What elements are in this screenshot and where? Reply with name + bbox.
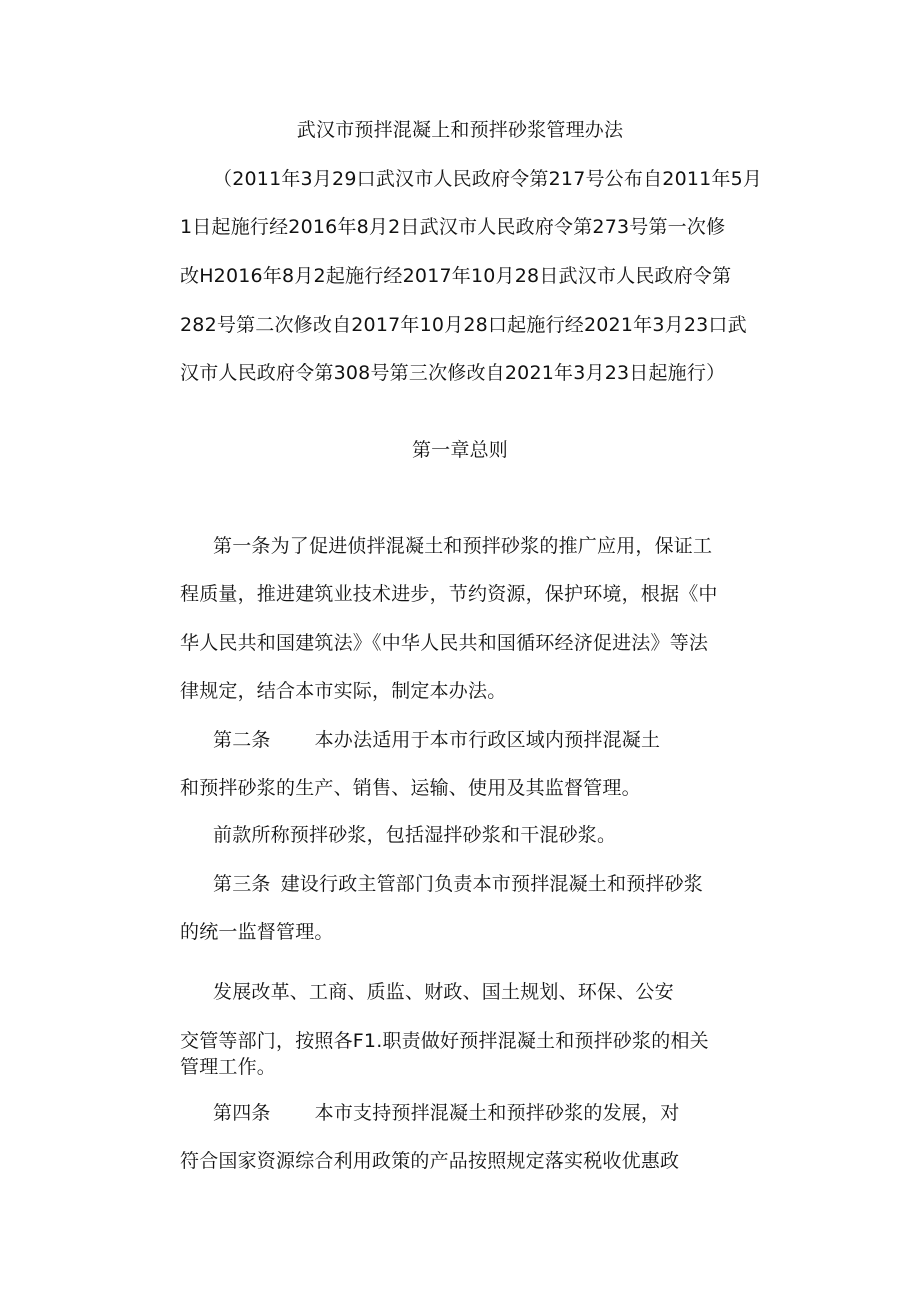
article-2-line: 前款所称预拌砂浆，包括湿拌砂浆和干混砂浆。 bbox=[213, 824, 617, 846]
document-title: 武汉市预拌混凝上和预拌砂浆管理办法 bbox=[296, 119, 624, 141]
preamble-line: 1日起施行经2016年8月2日武汉市人民政府令第273号第一次修 bbox=[180, 216, 726, 238]
article-2-label: 第二条 bbox=[213, 729, 271, 751]
article-2-line bbox=[213, 728, 660, 752]
article-4-line bbox=[213, 1101, 679, 1125]
article-1-line: 律规定，结合本市实际，制定本办法。 bbox=[180, 680, 507, 702]
article-3-line: 交管等部门，按照各F1.职责做好预拌混凝土和预拌砂浆的相关 bbox=[180, 1030, 709, 1052]
preamble-line: （2011年3月29口武汉市人民政府令第217号公布自2011年5月 bbox=[213, 168, 763, 190]
article-2-text: 本办法适用于本市行政区域内预拌混凝土 bbox=[314, 729, 661, 751]
article-4-line: 符合国家资源综合利用政策的产品按照规定落实税收优惠政 bbox=[180, 1150, 680, 1172]
article-1-line: 华人民共和国建筑法》《中华人民共和国循环经济促进法》等法 bbox=[180, 632, 709, 654]
article-2-line: 和预拌砂浆的生产、销售、运输、使用及其监督管理。 bbox=[180, 777, 641, 799]
article-3-text: 建设行政主管部门负责本市预拌混凝土和预拌砂浆 bbox=[280, 873, 704, 895]
article-3-line: 的统一监督管理。 bbox=[180, 921, 334, 943]
article-4-label: 第四条 bbox=[213, 1102, 271, 1124]
article-3-line: 发展改革、工商、质监、财政、国土规划、环保、公安 bbox=[213, 981, 674, 1003]
article-1-line: 第一条为了促进侦拌混凝土和预拌砂浆的推广应用，保证工 bbox=[213, 535, 713, 557]
article-3-line: 管理工作。 bbox=[180, 1056, 277, 1078]
article-1-line: 程质量，推进建筑业技术进步，节约资源，保护环境，根据《中 bbox=[180, 583, 718, 605]
article-3-label: 第三条 bbox=[213, 873, 271, 895]
preamble-line: 282号第二次修改自2017年10月28口起施行经2021年3月23口武 bbox=[180, 314, 747, 336]
chapter-heading: 第一章总则 bbox=[411, 439, 508, 461]
preamble-line: 改H2016年8月2起施行经2017年10月28日武汉市人民政府令第 bbox=[180, 265, 732, 287]
preamble-line: 汉市人民政府令第308号第三次修改自2021年3月23日起施行） bbox=[180, 362, 726, 384]
article-4-text: 本市支持预拌混凝土和预拌砂浆的发展，对 bbox=[314, 1102, 680, 1124]
article-3-line bbox=[213, 872, 703, 896]
